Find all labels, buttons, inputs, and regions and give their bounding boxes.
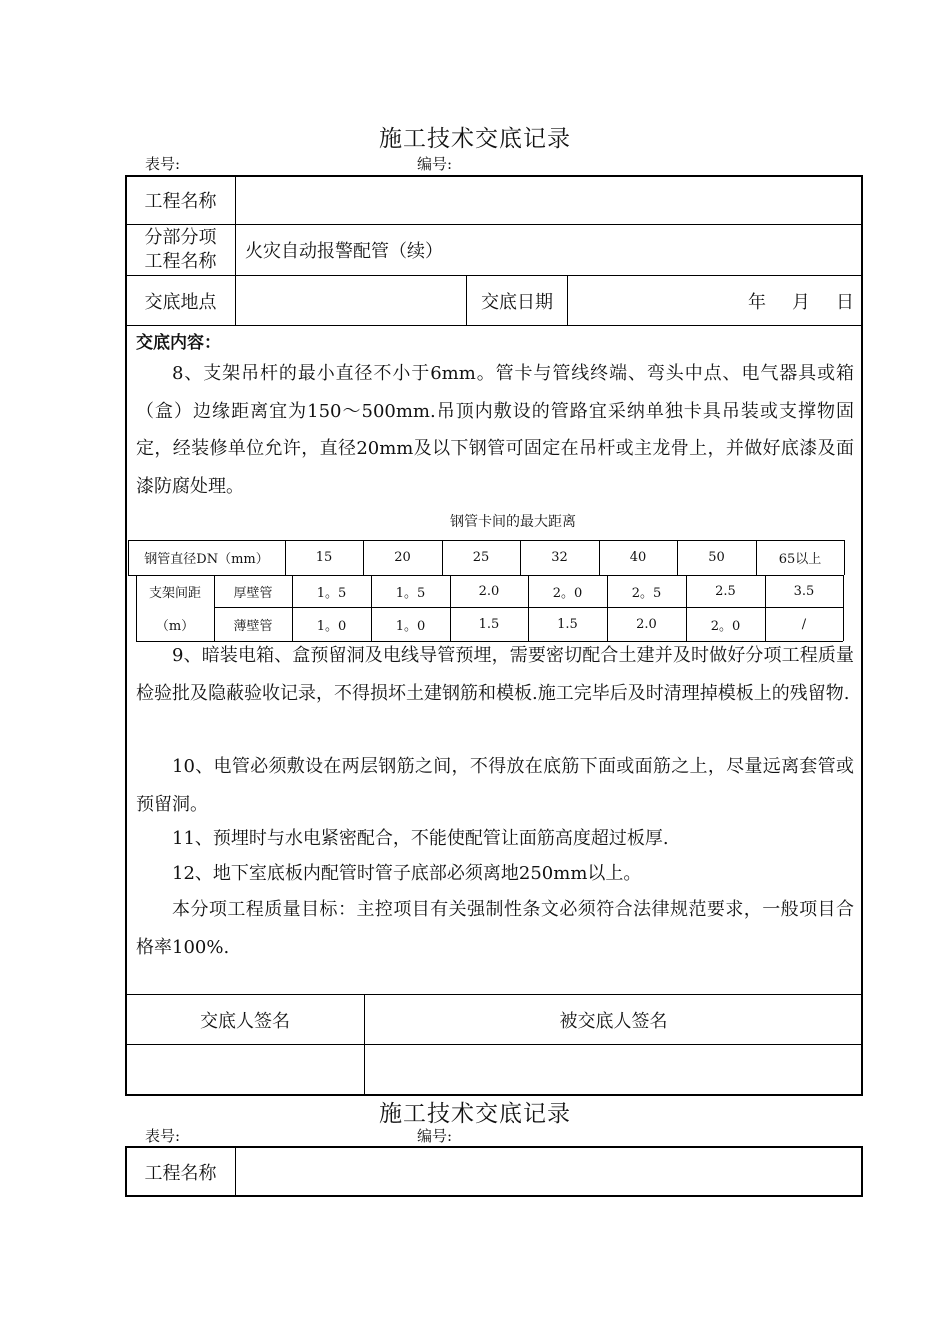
- thick-value: 2.0: [478, 583, 500, 599]
- dn-value: 15: [315, 550, 333, 565]
- thin-value: 1。0: [395, 618, 426, 634]
- paragraph-9: 9、暗装电箱、盒预留洞及电线导管预埋，需要密切配合土建并及时做好分项工程质量检验批及隐蔽验收记录，不得损坏土建钢筋和模板.施工完毕后及时清理掉模板上的残留物.: [136, 645, 854, 704]
- thick-value: 2。5: [631, 585, 662, 601]
- dn-label: 钢管直径DN（mm）: [144, 552, 269, 567]
- thick-value: 1。5: [395, 585, 426, 601]
- receiver-signature-label: 被交底人签名: [559, 1010, 668, 1032]
- doc2-project-name-label: 工程名称: [144, 1162, 217, 1184]
- dn-value: 20: [394, 550, 411, 565]
- thick-value: 1。5: [316, 585, 347, 601]
- thin-value: 1.5: [557, 616, 578, 632]
- thick-wall-label: 厚壁管: [233, 585, 273, 601]
- span-label: 支架间距: [148, 586, 201, 601]
- dn-value: 32: [551, 550, 568, 565]
- thin-value: 2。0: [710, 618, 741, 634]
- doc-title: 施工技术交底记录: [379, 126, 571, 152]
- thick-value: 2.5: [715, 583, 736, 599]
- thin-wall-label: 薄壁管: [233, 618, 273, 634]
- receiver-signature-field[interactable]: [365, 1045, 862, 1094]
- pipe-table-caption: 钢管卡间的最大距离: [450, 514, 576, 530]
- location-label: 交底地点: [144, 291, 217, 313]
- giver-signature-label: 交底人签名: [200, 1010, 290, 1032]
- project-name-label: 工程名称: [144, 191, 217, 212]
- location-field[interactable]: [236, 276, 466, 325]
- date-month: 月: [792, 291, 810, 313]
- giver-signature-field[interactable]: [126, 1045, 364, 1094]
- doc2-project-name-field[interactable]: [236, 1147, 862, 1196]
- date-day: 日: [836, 291, 854, 313]
- thick-value: 2。0: [552, 585, 583, 601]
- dn-value: 40: [629, 550, 647, 565]
- paragraph-13: 本分项工程质量目标：主控项目有关强制性条文必须符合法律规范要求，一般项目合格率100%.: [136, 899, 854, 958]
- paragraph-8: 8、支架吊杆的最小直径不小于6mm。管卡与管线终端、弯头中点、电气器具或箱（盒）边缘距离宜为150～500mm.吊顶内敷设的管路宜采纳单独卡具吊装或支撑物固定，经装修单位允许，直径20mm及以下钢管可固定在吊杆或主龙骨上，并做好底漆及面漆防腐处理。: [136, 363, 854, 497]
- thin-value: 2.0: [636, 616, 657, 632]
- dn-value: 50: [708, 550, 725, 565]
- dn-value: 25: [472, 550, 490, 565]
- thin-value: 1.5: [478, 616, 500, 632]
- paragraph-10: 10、电管必须敷设在两层钢筋之间，不得放在底筋下面或面筋之上，尽量远离套管或预留洞。: [136, 756, 854, 815]
- serial-no-label: 编号:: [417, 155, 453, 173]
- project-name-field[interactable]: [236, 176, 862, 224]
- date-label: 交底日期: [481, 291, 553, 313]
- doc2-table-no-label: 表号:: [145, 1127, 181, 1145]
- sub-project-value: 火灾自动报警配管（续）: [245, 241, 443, 262]
- doc2-serial-no-label: 编号:: [417, 1127, 453, 1145]
- table-no-label: 表号:: [145, 155, 181, 173]
- span-unit: （m）: [155, 619, 195, 634]
- content-heading: 交底内容：: [136, 333, 221, 353]
- thin-value: 1。0: [316, 618, 347, 634]
- sub-project-label: 分部分项 工程名称: [144, 227, 217, 272]
- doc2-title: 施工技术交底记录: [379, 1101, 571, 1127]
- thin-value: /: [801, 616, 807, 632]
- dn-value: 65以上: [778, 552, 822, 567]
- paragraph-11: 11、预埋时与水电紧密配合，不能使配管让面筋高度超过板厚.: [172, 828, 669, 849]
- date-year: 年: [748, 291, 766, 313]
- paragraph-12: 12、地下室底板内配管时管子底部必须离地250mm以上。: [172, 863, 642, 884]
- thick-value: 3.5: [793, 583, 815, 599]
